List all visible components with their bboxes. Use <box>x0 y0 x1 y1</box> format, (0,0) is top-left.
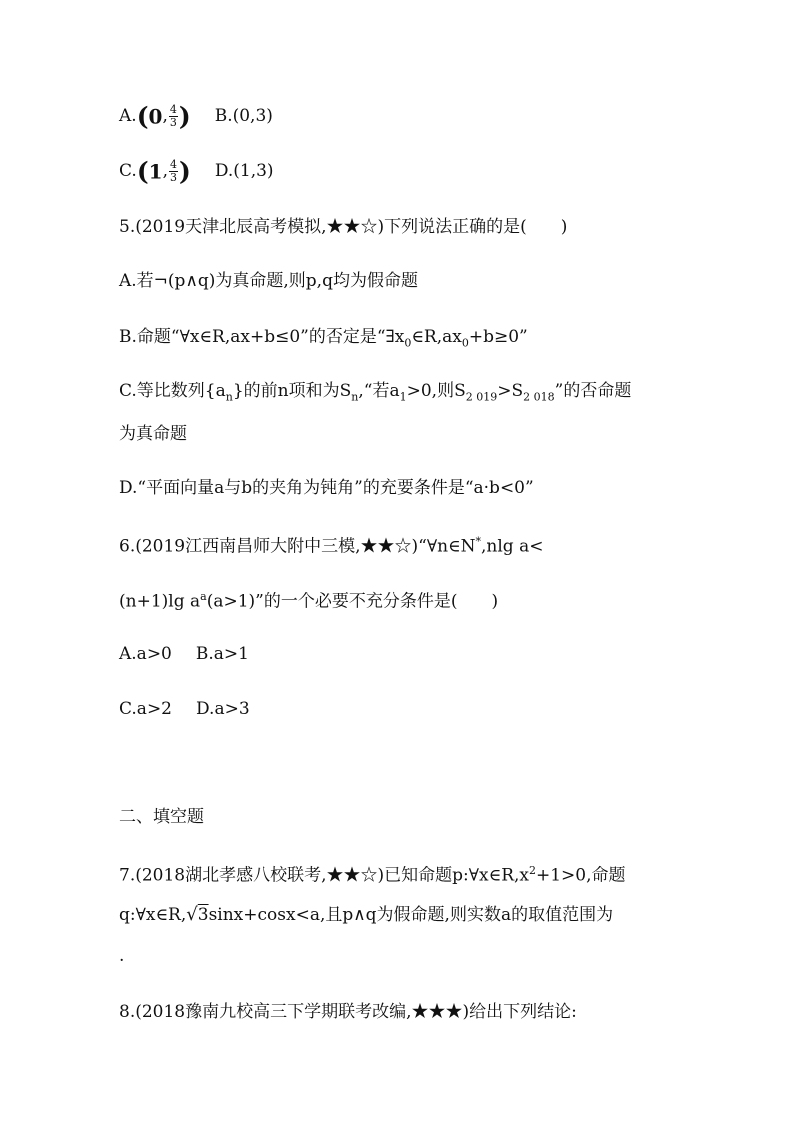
q8-stem: 8.(2018豫南九校高三下学期联考改编,★★★)给出下列结论: <box>119 1002 577 1022</box>
numerator: 4 <box>169 158 177 172</box>
fraction <box>169 159 178 183</box>
q7-stem-line1 <box>119 865 626 885</box>
option-d: D.(1,3) <box>214 161 274 181</box>
text: (a>1)”的一个必要不充分条件是( ) <box>206 591 499 612</box>
text: }的前n项和为S <box>232 381 352 401</box>
text: q:∀x∈R, <box>119 905 187 925</box>
q7-stem-line3: . <box>119 946 125 966</box>
text: +1>0,命题 <box>535 865 626 886</box>
radicand: 3 <box>197 905 209 925</box>
q5-option-c-cont: 为真命题 <box>119 424 187 444</box>
option-b: B.a>1 <box>195 644 249 664</box>
text: 6.(2019江西南昌师大附中三模,★★☆)“∀n∈N <box>119 536 476 557</box>
text: 7.(2018湖北孝感八校联考,★★☆)已知命题p:∀x∈R,x <box>119 865 529 886</box>
section-heading: 二、填空题 <box>119 807 204 827</box>
q6-stem-line2 <box>119 591 498 611</box>
subscript: 0 <box>404 336 412 350</box>
denominator: 3 <box>169 171 177 184</box>
text: ,nlg a< <box>481 536 544 557</box>
text: >0,则S <box>406 381 466 401</box>
superscript: a <box>200 590 207 603</box>
text: B.命题“∀x∈R,ax+b≤0”的否定是“∃x <box>119 327 405 347</box>
q5-stem: 5.(2019天津北辰高考模拟,★★☆)下列说法正确的是( ) <box>119 217 568 237</box>
q4-option-c-d: C.(1, $\frac{4}{3}$ ) D.(1,3) <box>119 157 274 186</box>
text: ∈R,ax <box>411 327 462 347</box>
text: (n+1)lg a <box>119 591 201 612</box>
subscript: 2 018 <box>523 390 555 404</box>
denominator: 3 <box>169 116 177 129</box>
subscript: 1 <box>399 390 407 404</box>
subscript: n <box>351 390 359 404</box>
text: C.等比数列{a <box>119 381 226 401</box>
fraction <box>169 104 178 128</box>
paren-open: ( <box>136 157 149 186</box>
option-b: B.(0,3) <box>214 106 273 126</box>
text: ”的否命题 <box>554 381 632 401</box>
q7-stem-line2 <box>119 906 613 924</box>
text: +b≥0” <box>468 327 528 347</box>
superscript: * <box>475 535 482 548</box>
text: >S <box>497 381 524 401</box>
q6-stem-line1 <box>119 536 543 556</box>
interval-left: 1 <box>148 159 163 184</box>
option-a: A.a>0 <box>119 644 172 664</box>
interval-left: 0 <box>148 104 163 129</box>
q5-option-a: A.若¬(p∧q)为真命题,则p,q均为假命题 <box>119 271 418 291</box>
subscript: 2 019 <box>465 390 498 404</box>
text: sinx+cosx<a,且p∧q为假命题,则实数a的取值范围为 <box>208 905 614 925</box>
q6-options-c-d <box>119 701 250 718</box>
paren-close: ) <box>178 102 191 131</box>
sqrt-icon: √ <box>186 904 198 925</box>
option-a-label: A. <box>119 106 137 126</box>
paren-close: ) <box>178 157 191 186</box>
subscript: n <box>225 390 233 404</box>
option-d: D.a>3 <box>196 699 250 719</box>
q5-option-b <box>119 329 528 348</box>
q6-options-a-b <box>119 646 249 663</box>
paren-open: ( <box>136 102 149 131</box>
superscript: 2 <box>528 864 536 877</box>
option-c: C.a>2 <box>119 699 173 719</box>
q5-option-c <box>119 383 631 402</box>
numerator: 4 <box>169 103 177 117</box>
q5-option-d: D.“平面向量a与b的夹角为钝角”的充要条件是“a·b<0” <box>119 478 534 498</box>
text: ,“若a <box>358 381 400 401</box>
subscript: 0 <box>461 336 469 350</box>
option-c-label: C. <box>119 161 137 181</box>
q4-option-a-b: A.(0, $\frac{4}{3}$ ) B.(0,3) <box>119 102 273 131</box>
